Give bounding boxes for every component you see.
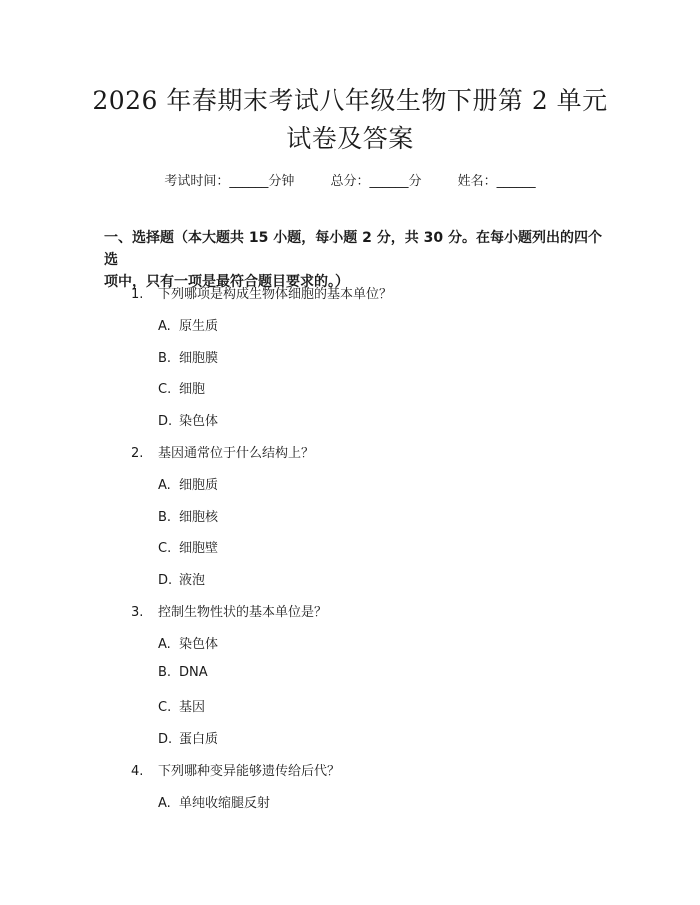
- question-text: 控制生物性状的基本单位是？: [158, 605, 328, 620]
- question-text: 基因通常位于什么结构上？: [158, 446, 315, 461]
- question-number: 4.: [131, 764, 144, 779]
- option-text: 原生质: [179, 319, 219, 334]
- section-heading-line-2: 项中，只有一项是最符合题目要求的。）: [104, 274, 349, 290]
- option-4a: [158, 792, 270, 811]
- page-title: [0, 82, 700, 158]
- option-text: 细胞: [179, 382, 206, 397]
- option-letter: D.: [158, 414, 173, 429]
- option-text: 液泡: [179, 573, 206, 588]
- option-letter: A.: [158, 478, 171, 493]
- question-number: 1.: [131, 287, 144, 302]
- exam-time-field: 考试时间：______分钟: [164, 174, 295, 189]
- option-3c: [158, 696, 205, 715]
- option-text: 基因: [179, 700, 206, 715]
- option-3d: [158, 728, 218, 747]
- exam-meta: [0, 170, 700, 189]
- question-2: [131, 442, 314, 461]
- option-letter: B.: [158, 510, 172, 525]
- option-2c: [158, 537, 218, 556]
- option-letter: C.: [158, 541, 172, 556]
- option-text: 细胞质: [179, 478, 219, 493]
- option-2d: [158, 569, 205, 588]
- option-text: 染色体: [179, 414, 219, 429]
- option-3b: [158, 665, 208, 680]
- option-text: 细胞核: [179, 510, 219, 525]
- option-text: 蛋白质: [179, 732, 219, 747]
- question-number: 2.: [131, 446, 144, 461]
- option-2a: [158, 474, 218, 493]
- option-letter: A.: [158, 796, 171, 811]
- option-text: 细胞膜: [179, 351, 219, 366]
- option-letter: D.: [158, 573, 173, 588]
- question-text: 下列哪项是构成生物体细胞的基本单位？: [158, 287, 393, 302]
- section-heading-line-1: 一、选择题（本大题共 15 小题，每小题 2 分，共 30 分。在每小题列出的四个选: [104, 230, 602, 268]
- option-2b: [158, 506, 218, 525]
- total-score-field: 总分：______分: [330, 174, 422, 189]
- option-letter: B.: [158, 351, 172, 366]
- option-letter: D.: [158, 732, 173, 747]
- title-line-2: 试卷及答案: [286, 124, 414, 153]
- question-number: 3.: [131, 605, 144, 620]
- option-letter: A.: [158, 319, 171, 334]
- option-text: DNA: [179, 665, 208, 680]
- option-text: 染色体: [179, 637, 219, 652]
- option-letter: B.: [158, 665, 172, 680]
- option-letter: C.: [158, 700, 172, 715]
- question-4: [131, 760, 340, 779]
- option-1a: [158, 315, 218, 334]
- option-letter: C.: [158, 382, 172, 397]
- option-1d: [158, 410, 218, 429]
- option-text: 细胞壁: [179, 541, 219, 556]
- option-letter: A.: [158, 637, 171, 652]
- option-1c: [158, 378, 205, 397]
- name-field: 姓名：______: [457, 174, 536, 189]
- option-1b: [158, 347, 218, 366]
- title-line-1: 2026 年春期末考试八年级生物下册第 2 单元: [92, 86, 608, 115]
- option-3a: [158, 633, 218, 652]
- option-text: 单纯收缩腿反射: [179, 796, 271, 811]
- question-1: [131, 283, 392, 302]
- question-3: [131, 601, 327, 620]
- question-text: 下列哪种变异能够遗传给后代？: [158, 764, 341, 779]
